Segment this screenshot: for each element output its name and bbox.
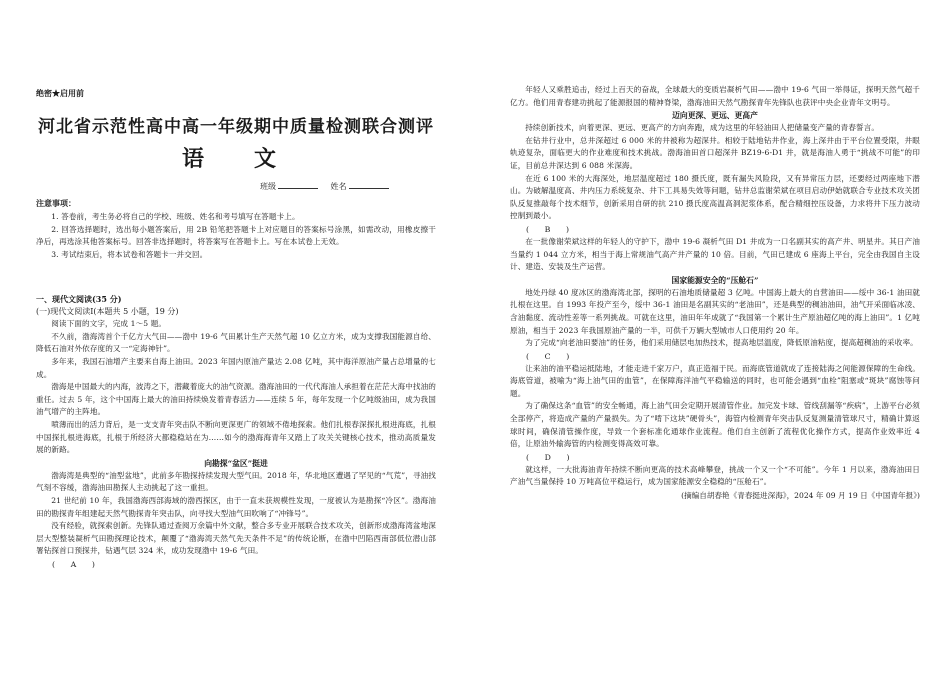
notes-block (36, 211, 436, 261)
answer-blank-a: ( A ) (52, 559, 95, 569)
instruction: 阅读下面的文字，完成 1～5 题。 (51, 319, 167, 329)
section-title: 一、现代文阅读(35 分) (36, 294, 122, 304)
paragraph: 让来油的油平稳运抵陆地，才能走进千家万户，真正造福于民。而海底管道就成了连接陆海之间能源保障的生命线。海底管道，被喻为“海上油气田的血管”，在保障海洋油气平稳输送的同时，也可能会遇到“血栓”阻塞或“斑块”腐蚀等问题。 (510, 363, 920, 398)
exam-title: 河北省示范性高中高一年级期中质量检测联合测评 (38, 117, 434, 137)
class-blank (278, 188, 318, 189)
paragraph: 没有经验，就探索创新。先锋队通过查阅万余篇中外文献，整合多专业开展联合技术攻关，创新形成渤海湾盆地深层大型整装凝析气田勘探理论技术，颠覆了“渤海湾天然气先天条件不足”的传统论断，在渤中凹陷西南部低位潜山部署钻探首口预探井，钻遇气层 324 米，成功发现渤中 19-6 气田。 (36, 521, 436, 556)
paragraph: 地处丹绿 40 度冰区的渤海湾北部，探明的石油地质储量超 3 亿吨。中国海上最大的自营油田——绥中 36-1 油田就扎根在这里。自 1993 年投产至今，绥中 36-1 油田是名副其实的“老油田”，还是典型的稠油油田，油气开采面临冰凌、含油黏度、流动性差等一系列挑战。可就在这里，油田年年成就了“我国第一个累计生产原油超亿吨的海上油田”。1 亿吨原油，相当于 2023 年我国原油产量的一半，可供千万辆大型城市人口使用约 20 年。 (510, 287, 920, 335)
paragraph: 在钻井行业中，总井深超过 6 000 米的井被称为超深井。相较于陆地钻井作业，海上深井由于平台位置受限，井眼轨迹复杂，面临更大的作业难度和技术挑战。渤海油田首口超深井 BZ19-6-D1 井，就是海油人勇于“挑战不可能”的印证，目前总井深达到 6 088 米深海。 (510, 135, 920, 170)
name-label: 姓名 (330, 182, 347, 191)
paragraph: 多年来，我国石油增产主要来自海上油田。2023 年国内原油产量达 2.08 亿吨，其中海洋原油产量占总增量的七成。 (36, 356, 436, 379)
subheading: 向勘探“盆区”挺进 (204, 458, 268, 468)
name-blank (349, 188, 389, 189)
paragraph: 在近 6 100 米的大海深处，地层温度超过 180 摄氏度，既有漏失风险段，又有异常压力层，还要经过两座地下潜山。为破解温度高、井内压力系统复杂、井下工具易失效等问题，钻井总监谢荣斌在项目启动伊始就联合专业技术攻关团队反复推敲每个技术细节，创新采用自研的抗 210 摄氏度高温高洞泥浆体系，配合精细控压设备，力求将井下压力波动控制到最小。 (510, 173, 920, 221)
subheading: 国家能源安全的“压舱石” (671, 275, 759, 285)
confidential-label: 绝密★启用前 (36, 88, 84, 98)
paragraph: 21 世纪前 10 年，我国渤海西部海域的渤西探区，由于一直未获规模性发现，一度被认为是勘探“冷区”。渤海油田的勘探青年组建起天然气勘探青年突击队，向寻找大型油气田吹响了“冲锋号”。 (36, 495, 436, 518)
paragraph: 渤海是中国最大的内海，波涛之下，潜藏着庞大的油气资源。渤海油田的一代代海油人承担着在茫茫大海中找油的重任。过去 5 年，这个中国海上最大的油田持续焕发着青春活力——连续 5 年，每年发现一个亿吨级油田，成为我国油气增产的主阵地。 (36, 382, 436, 417)
subsection-title: (一)现代文阅读Ⅰ(本题共 5 小题，19 分) (36, 306, 179, 316)
subject-title: 语 文 (181, 146, 290, 172)
note-item: 2. 回答选择题时，选出每小题答案后，用 2B 铅笔把答题卡上对应题目的答案标号涂黑，如需改动，用橡皮擦干净后，再选涂其他答案标号。回答非选择题时，将答案写在答题卡上。写在本试卷上无效。 (36, 224, 436, 247)
answer-blank-c: ( C ) (526, 351, 570, 361)
paragraph: 为了完成“向老油田要油”的任务，他们采用储层电加热技术，提高地层温度，降低原油粘度，提高超稠油的采收率。 (525, 338, 918, 348)
source-citation: (摘编自胡春艳《青春挺进深海》，2024 年 09 月 19 日《中国青年报》) (681, 491, 920, 501)
subheading: 迈向更深、更远、更高产 (672, 111, 758, 121)
class-label: 班级 (260, 182, 276, 191)
note-item: 1. 答卷前，考生务必将自己的学校、班级、姓名和考号填写在答题卡上。 (51, 212, 300, 221)
notes-title: 注意事项： (36, 198, 76, 208)
answer-blank-d: ( D ) (526, 452, 570, 462)
answer-blank-b: ( B ) (526, 224, 570, 234)
left-column (36, 293, 436, 571)
paragraph: 在一批像谢荣斌这样的年轻人的守护下，渤中 19-6 凝析气田 D1 井成为一口名副其实的高产井、明星井。其日产油当量约 1 044 立方米，相当于海上常规油气高产井产量的 10 倍。目前，气田已建成 6 座海上平台，完全由我国自主设计、建造、安装及生产运营。 (510, 236, 920, 272)
paragraph: 年轻人又乘胜追击，经过上百天的奋战，全球最大的变质岩凝析气田——渤中 19-6 气田一举得证，探明天然气超千亿方。他们用青春建功挑起了能源报国的精神脊梁，渤海油田天然气勘探青年先锋队也获评中央企业青年文明号。 (510, 85, 920, 107)
note-item: 3. 考试结束后，将本试卷和答题卡一并交回。 (51, 249, 208, 259)
class-name-line (260, 181, 399, 192)
paragraph: 就这样，一大批海油青年持续不断向更高的技术高峰攀登，挑战一个又一个“不可能”。今年 1 月以来，渤海油田日产油气当量保持 10 万吨高位平稳运行，成为国家能源安全稳稳的“压舱石”。 (510, 464, 920, 487)
right-column (510, 84, 920, 502)
paragraph: 喷薄而出的活力背后，是一支支青年突击队不断向更深更广的领域不倦地探索。他们扎根春深探扎根进海底，扎根中国探扎根进海底，扎根于所经济大都稳稳站在为……如今的渤海海青年又踏上了攻关关键核心技术，推动高质量发展的新路。 (36, 419, 436, 455)
paragraph: 渤海湾是典型的“油型盆地”，此前多年勘探持续发现大型气田。2018 年，华北地区遭遇了罕见的“气荒”，寻油找气刻不容缓，渤海油田勘探人主动挑起了这一重担。 (36, 470, 436, 493)
paragraph: 不久前，渤海湾首个千亿方大气田——渤中 19-6 气田累计生产天然气超 10 亿立方米，成为支撑我国能源自给、降低石油对外依存度的又一“定海神针”。 (36, 331, 436, 354)
paragraph: 持续创新技术，向着更深、更远、更高产的方向奔跑，成为这里的年轻油田人把储量变产量的青春誓言。 (525, 123, 880, 133)
paragraph: 为了确保这条“血管”的安全畅通，海上油气田会定期开展清管作业。加完发卡球、管线刮漏等“疾病”，上游平台必须全部停产，将造成产量的产量损失。为了“啃下这块”硬骨头”，海管内检测青年突击队反复测量清管球尺寸，精确计算返球时间，确保清管操作度，导致一个套标准化通球作业流程。他们自主创新了流程优化操作方式，提高作业效率近 4 倍，让原油外输海管的内检测变得高效可靠。 (510, 401, 920, 449)
